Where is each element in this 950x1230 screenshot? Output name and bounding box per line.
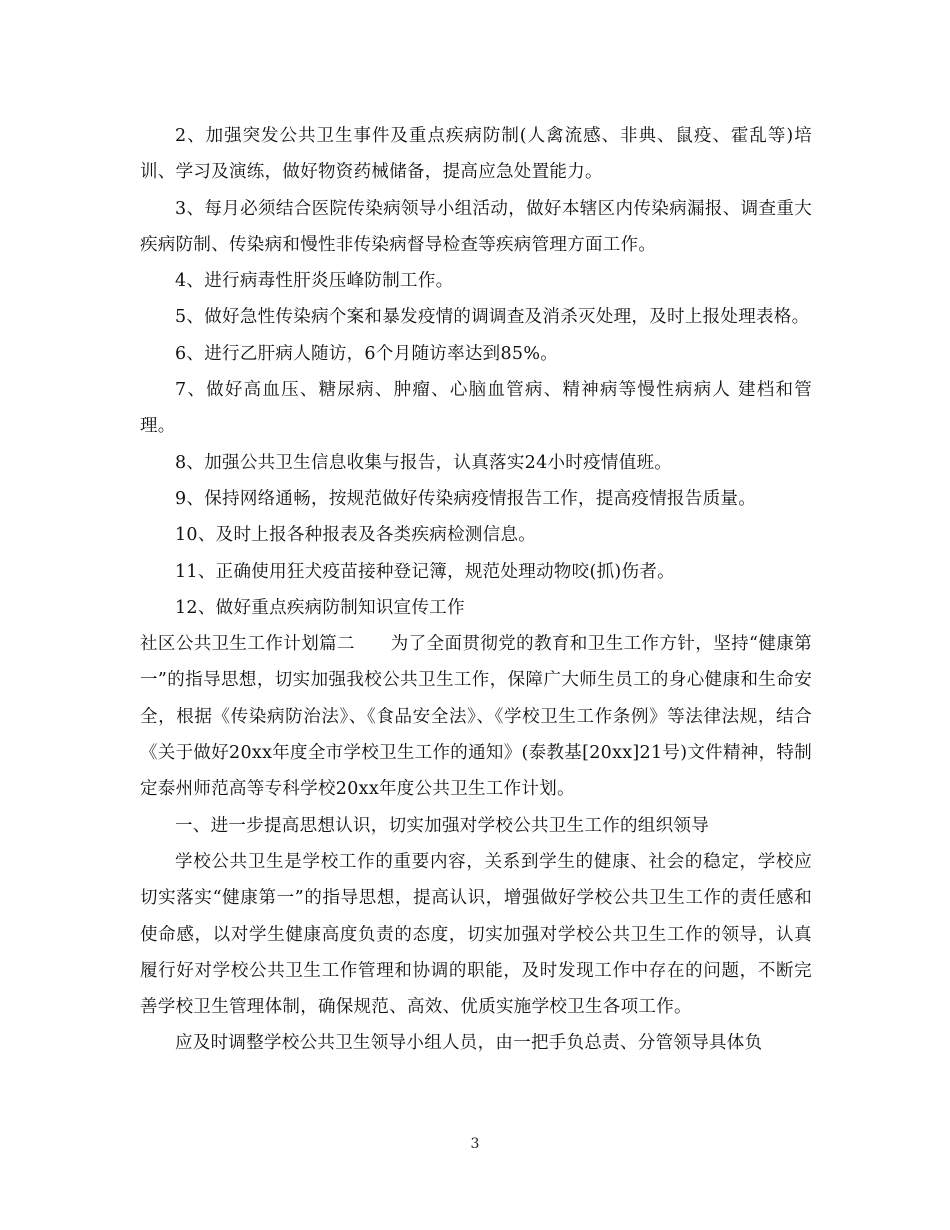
list-item-4: 4、进行病毒性肝炎压峰防制工作。	[175, 271, 454, 292]
list-item-6: 6、进行乙肝病人随访，6个月随访率达到85%。	[175, 343, 559, 364]
list-item-9: 9、保持网络通畅，按规范做好传染病疫情报告工作，提高疫情报告质量。	[175, 488, 757, 509]
list-item-8: 8、加强公共卫生信息收集与报告，认真落实24小时疫情值班。	[175, 452, 673, 473]
page-number: 3	[470, 1136, 480, 1152]
section-one-heading: 一、进一步提高思想认识，切实加强对学校公共卫生工作的组织领导	[175, 815, 709, 836]
document-body	[140, 118, 812, 1062]
section-one-paragraph: 应及时调整学校公共卫生领导小组人员，由一把手负总责、分管领导具体负	[175, 1033, 763, 1054]
list-item-7: 7、做好高血压、糖尿病、肿瘤、心脑血管病、精神病等慢性病病人 建档和管理。	[140, 380, 812, 437]
section-one-paragraph: 学校公共卫生是学校工作的重要内容，关系到学生的健康、社会的稳定，学校应切实落实“健康第一”的指导思想，提高认识，增强做好学校公共卫生工作的责任感和使命感，以对学生健康高度负责的态度，切实加强对学校公共卫生工作的领导，认真履行好对学校公共卫生工作管理和协调的职能，及时发现工作中存在的问题，不断完善学校卫生管理体制，确保规范、高效、优质实施学校卫生各项工作。	[140, 851, 812, 1018]
list-item-11: 11、正确使用狂犬疫苗接种登记簿，规范处理动物咬(抓)伤者。	[175, 561, 675, 582]
list-item-10: 10、及时上报各种报表及各类疾病检测信息。	[175, 525, 537, 546]
list-item-2: 2、加强突发公共卫生事件及重点疾病防制(人禽流感、非典、鼠疫、霍乱等)培训、学习及演练，做好物资药械储备，提高应急处置能力。	[140, 126, 812, 183]
list-item-5: 5、做好急性传染病个案和暴发疫情的调调查及消杀灭处理，及时上报处理表格。	[175, 307, 810, 328]
list-item-3: 3、每月必须结合医院传染病领导小组活动，做好本辖区内传染病漏报、调查重大疾病防制、传染病和慢性非传染病督导检查等疾病管理方面工作。	[140, 198, 812, 255]
list-item-12: 12、做好重点疾病防制知识宣传工作	[175, 597, 465, 618]
section-two-intro: 社区公共卫生工作计划篇二 为了全面贯彻党的教育和卫生工作方针，坚持“健康第一”的指导思想，切实加强我校公共卫生工作，保障广大师生员工的身心健康和生命安全，根据《传染病防治法》、《食品安全法》、《学校卫生工作条例》等法律法规，结合《关于做好20xx年度全市学校卫生工作的通知》(泰教基[20xx]21号)文件精神，特制定泰州师范高等专科学校20xx年度公共卫生工作计划。	[140, 634, 812, 800]
